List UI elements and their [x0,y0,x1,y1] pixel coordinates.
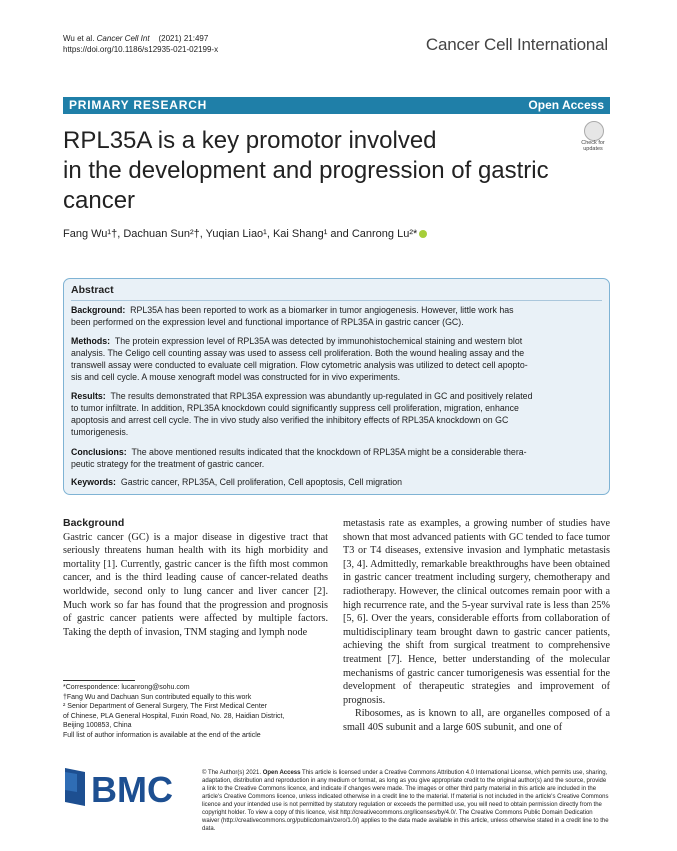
title-line: in the development and progression of gastric [63,157,549,184]
article-type-banner [63,97,610,114]
body-paragraph: Gastric cancer (GC) is a major disease in digestive tract that seriously threatens human health with its high morbidity and mortality [1]. Currently, gastric cancer is the fifth most common cancer, and is the third leading cause of cancer-related deaths worldwide, second only to lung cancer and liver cancer [2]. Much work so far has found that the progression and prognosis of gastric cancer patients were affected by multiple factors. Taking the depth of invasion, TNM staging and lymph node [63,531,328,638]
body-paragraph: metastasis rate as examples, a growing number of studies have shown that most advanced patients with GC tended to face tumor T3 or T4 diseases, extensive invasion and lymphatic metastasis [3, 4]. Admittedly, remarkable breakthroughs have been obtained in gastric cancer treatment including surgery, chemotherapy and radiotherapy. However, the clinical outcomes remain poor with a high recurrence rate, and the 5-year survival rate is less than 25% [5, 6]. Over the years, considerable efforts from collaboration of multidisciplinary team brought dawn to gastric cancer patients, achieving the shift from surgical treatment to comprehensive treatment [7]. Hence, better understanding of the molecular mechanisms of gastric cancer tumorigenesis was essential for the development of therapeutic strategies and improvement of prognosis. [343,518,610,706]
methods-label: Methods: [71,336,111,346]
keywords-text: Gastric cancer, RPL35A, Cell proliferation, Cell apoptosis, Cell migration [120,477,403,487]
abstract-heading: Abstract [71,284,114,296]
abstract-results [71,390,601,438]
abstract-line: RPL35A has been reported to work as a biomarker in tumor angiogenesis. However, little work has [130,305,514,315]
affiliation-line: of Chinese, PLA General Hospital, Fuxin Road, No. 28, Haidian District, [63,712,285,720]
open-access-label: Open Access [528,98,604,112]
abstract-box [63,278,610,495]
keywords-label: Keywords: [71,477,116,487]
affiliation-line: Beijing 100853, China [63,722,132,729]
body-right-column [343,517,610,735]
citation-authors: Wu et al. [63,34,97,43]
open-access-label: Open Access [262,770,301,776]
affiliation-line: ² Senior Department of General Surgery, The First Medical Center [63,703,267,710]
abstract-line: sis and cell cycle. A mouse xenograft model was constructed for in vivo experiments. [71,372,401,382]
abstract-line: peutic strategy for the treatment of gastric cancer. [71,459,265,469]
bmc-logo-text: BMC [91,769,173,810]
copyright: © The Author(s) 2021. [202,770,262,776]
abstract-line: The protein expression level of RPL35A was detected by immunohistochemical staining and western blot [114,336,523,346]
abstract-methods [71,335,601,383]
article-title [63,126,583,216]
abstract-line: tumorigenesis. [71,427,129,437]
citation-journal: Cancer Cell Int [96,34,150,43]
background-label: Background: [71,305,126,315]
license-text [202,769,610,833]
author-list [63,228,427,240]
orcid-icon[interactable] [419,230,427,238]
abstract-line: The above mentioned results indicated that the knockdown of RPL35A might be a considerable thera- [131,447,527,457]
citation [63,33,218,55]
journal-name: Cancer Cell International [425,35,608,54]
body-paragraph: Ribosomes, as is known to all, are organelles composed of a small 40S subunit and a large 60S subunit, and one of [343,708,610,733]
abstract-line: been performed on the expression level and functional importance of RPL35A in gastric cancer (GC). [71,317,464,327]
section-label: PRIMARY RESEARCH [69,98,208,112]
authors-text: Fang Wu¹†, Dachuan Sun²†, Yuqian Liao¹, Kai Shang¹ and Canrong Lu²* [63,228,418,240]
results-label: Results: [71,391,106,401]
divider [71,300,602,301]
conclusions-label: Conclusions: [71,447,127,457]
footnote-divider [63,680,135,681]
title-line: RPL35A is a key promotor involved [63,127,437,154]
abstract-line: apoptosis and arrest cell cycle. The in vivo study also verified the inhibitory effects of RPL35A knockdown on GC [71,415,509,425]
bmc-mark-icon [63,762,193,812]
abstract-line: The results demonstrated that RPL35A expression was abundantly up-regulated in GC and positively related [110,391,533,401]
correspondence-note: *Correspondence: lucanrong@sohu.com [63,684,190,691]
doi-link[interactable]: https://doi.org/10.1186/s12935-021-02199-x [63,45,219,54]
abstract-line: to tumor infiltrate. In addition, RPL35A knockdown could significantly suppress cell proliferation, migration, enhance [71,403,519,413]
abstract-conclusions [71,446,601,470]
body-left-column [63,517,328,639]
footnotes [63,683,328,740]
abstract-line: analysis. The Celigo cell counting assay was used to assess cell proliferation. Both the wound healing assay and the [71,348,525,358]
equal-contribution-note: †Fang Wu and Dachuan Sun contributed equally to this work [63,693,252,701]
abstract-keywords [71,476,601,488]
abstract-background [71,304,601,328]
license-body: This article is licensed under a Creative Commons Attribution 4.0 International License, which permits use, sharing, adaptation, distribution and reproduction in any medium or format, as long as you give appropriate credit to the original author(s) and the source, provide a link to the Creative Commons licence, and indicate if changes were made. The images or other third party material in this article are included in the article's Creative Commons licence, unless indicated otherwise in a credit line to the material. If material is not included in the article's Creative Commons licence and your intended use is not permitted by statutory regulation or exceeds the permitted use, you will need to obtain permission directly from the copyright holder. To view a copy of this licence, visit http://creativecommons.org/licenses/by/4.0/. The Creative Commons Public Domain Dedication waiver (http://creativecommons.org/publicdomain/zero/1.0/) applies to the data made available in this article, unless otherwise stated in a credit line to the data. [202,770,609,832]
full-list-note: Full list of author information is available at the end of the article [63,731,261,739]
check-for-updates-badge[interactable] [576,121,610,153]
crossmark-icon [584,121,604,141]
citation-year: (2021) 21:497 [158,34,209,43]
title-line: cancer [63,187,136,214]
badge-label: Check for [581,140,605,146]
section-heading: Background [63,517,125,529]
badge-label: updates [583,146,603,152]
bmc-logo [63,762,193,812]
abstract-line: transwell assay were conducted to evaluate cell migration. Flow cytometric analysis was utilized to detect cell apopto- [71,360,528,370]
